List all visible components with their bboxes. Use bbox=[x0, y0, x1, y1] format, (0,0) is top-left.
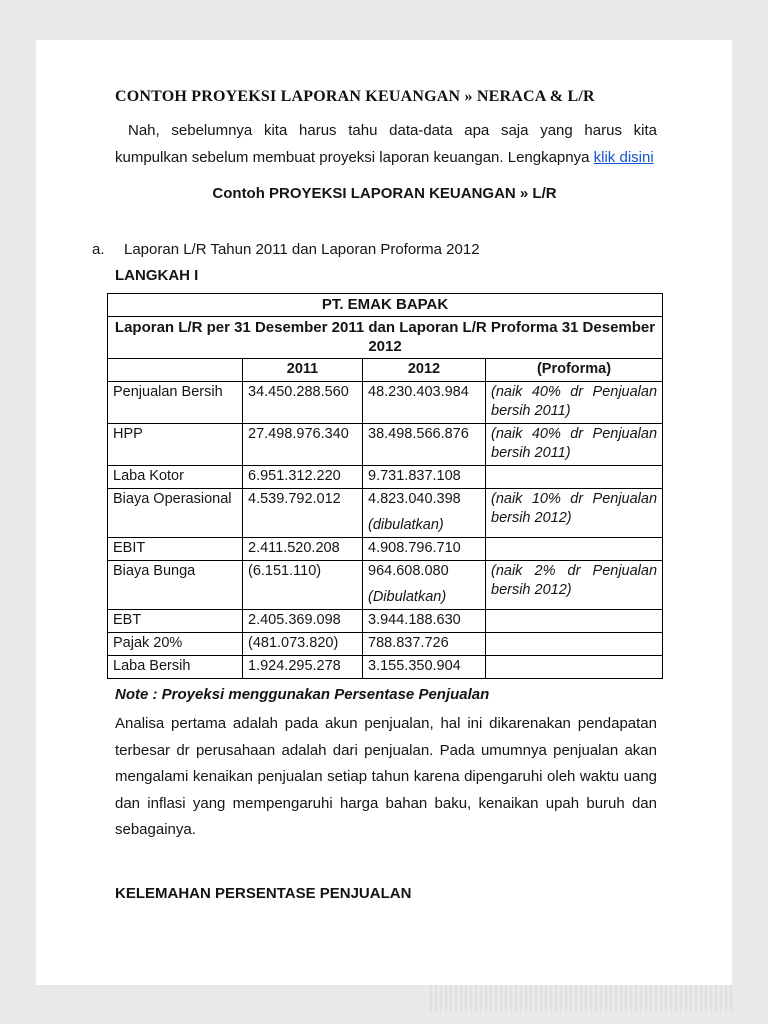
value-note: (Dibulatkan) bbox=[368, 589, 447, 605]
proforma-note bbox=[486, 633, 663, 656]
row-label: EBT bbox=[108, 610, 243, 633]
value-2012 bbox=[363, 633, 486, 656]
value-2011: (6.151.110) bbox=[243, 561, 363, 610]
value-text: 9.731.837.108 bbox=[368, 468, 461, 484]
analysis-paragraph: Analisa pertama adalah pada akun penjualan, hal ini dikarenakan pendapatan terbesar dr perusahaan adalah dari penjualan. Pada umumnya penjualan akan mengalami kenaikan penjualan setiap tahun karena dipengaruhi oleh waktu uang dan inflasi yang mempengaruhi harga bahan baku, kenaikan upah buruh dan sebagainya. bbox=[115, 715, 657, 838]
row-label: Pajak 20% bbox=[108, 633, 243, 656]
value-text: 788.837.726 bbox=[368, 635, 449, 651]
header-2012: 2012 bbox=[363, 359, 486, 382]
value-2012 bbox=[363, 610, 486, 633]
row-label: EBIT bbox=[108, 538, 243, 561]
value-2011: 2.411.520.208 bbox=[243, 538, 363, 561]
row-label: Biaya Bunga bbox=[108, 561, 243, 610]
row-label: Laba Bersih bbox=[108, 656, 243, 679]
header-2011: 2011 bbox=[243, 359, 363, 382]
closing-heading: KELEMAHAN PERSENTASE PENJUALAN bbox=[115, 884, 412, 902]
row-label: Penjualan Bersih bbox=[108, 382, 243, 424]
value-2011: 1.924.295.278 bbox=[243, 656, 363, 679]
row-label: HPP bbox=[108, 424, 243, 466]
value-2012 bbox=[363, 538, 486, 561]
table-row bbox=[108, 610, 663, 633]
value-text: 4.823.040.398 bbox=[368, 491, 461, 507]
proforma-note bbox=[486, 610, 663, 633]
proforma-note bbox=[486, 656, 663, 679]
caption-row bbox=[108, 317, 663, 359]
value-2012 bbox=[363, 489, 486, 538]
value-2011: 27.498.976.340 bbox=[243, 424, 363, 466]
header-proforma: (Proforma) bbox=[486, 359, 663, 382]
table-row bbox=[108, 489, 663, 538]
table-row bbox=[108, 538, 663, 561]
header-row bbox=[108, 359, 663, 382]
financial-table bbox=[107, 293, 663, 679]
intro-text: Nah, sebelumnya kita harus tahu data-data apa saja yang harus kita kumpulkan sebelum membuat proyeksi laporan keuangan. Lengkapnya bbox=[115, 122, 657, 166]
document-title: CONTOH PROYEKSI LAPORAN KEUANGAN » NERACA & L/R bbox=[115, 88, 595, 105]
step-heading: LANGKAH I bbox=[115, 267, 199, 284]
klik-disini-link[interactable]: klik disini bbox=[593, 149, 654, 166]
section-subtitle: Contoh PROYEKSI LAPORAN KEUANGAN » L/R bbox=[212, 185, 557, 202]
note-line: Note : Proyeksi menggunakan Persentase Penjualan bbox=[115, 686, 490, 703]
company-name: PT. EMAK BAPAK bbox=[108, 294, 663, 317]
proforma-note: (naik 40% dr Penjualan bersih 2011) bbox=[486, 382, 663, 424]
value-text: 48.230.403.984 bbox=[368, 384, 469, 400]
table-row bbox=[108, 633, 663, 656]
table-row bbox=[108, 424, 663, 466]
value-2012 bbox=[363, 466, 486, 489]
value-2011: (481.073.820) bbox=[243, 633, 363, 656]
value-2012 bbox=[363, 561, 486, 610]
company-row bbox=[108, 294, 663, 317]
value-text: 3.155.350.904 bbox=[368, 658, 461, 674]
value-2011: 4.539.792.012 bbox=[243, 489, 363, 538]
value-text: 4.908.796.710 bbox=[368, 540, 461, 556]
proforma-note: (naik 10% dr Penjualan bersih 2012) bbox=[486, 489, 663, 538]
value-2012 bbox=[363, 424, 486, 466]
table-caption: Laporan L/R per 31 Desember 2011 dan Laporan L/R Proforma 31 Desember 2012 bbox=[108, 317, 663, 359]
value-2011: 2.405.369.098 bbox=[243, 610, 363, 633]
value-text: 964.608.080 bbox=[368, 563, 449, 579]
table-row bbox=[108, 382, 663, 424]
value-text: 3.944.188.630 bbox=[368, 612, 461, 628]
table-row bbox=[108, 656, 663, 679]
list-item-text: Laporan L/R Tahun 2011 dan Laporan Proforma 2012 bbox=[124, 241, 480, 258]
value-note: (dibulatkan) bbox=[368, 517, 444, 533]
row-label: Laba Kotor bbox=[108, 466, 243, 489]
row-label: Biaya Operasional bbox=[108, 489, 243, 538]
scan-artifact bbox=[430, 985, 732, 1011]
proforma-note bbox=[486, 538, 663, 561]
proforma-note: (naik 2% dr Penjualan bersih 2012) bbox=[486, 561, 663, 610]
header-empty bbox=[108, 359, 243, 382]
list-item-a bbox=[92, 241, 662, 258]
document-page bbox=[36, 40, 732, 985]
list-marker: a. bbox=[92, 241, 105, 258]
proforma-note bbox=[486, 466, 663, 489]
value-text: 38.498.566.876 bbox=[368, 426, 469, 442]
table-row bbox=[108, 466, 663, 489]
value-2011: 34.450.288.560 bbox=[243, 382, 363, 424]
value-2012 bbox=[363, 656, 486, 679]
proforma-note: (naik 40% dr Penjualan bersih 2011) bbox=[486, 424, 663, 466]
value-2012 bbox=[363, 382, 486, 424]
table-row bbox=[108, 561, 663, 610]
intro-paragraph bbox=[115, 117, 657, 171]
value-2011: 6.951.312.220 bbox=[243, 466, 363, 489]
